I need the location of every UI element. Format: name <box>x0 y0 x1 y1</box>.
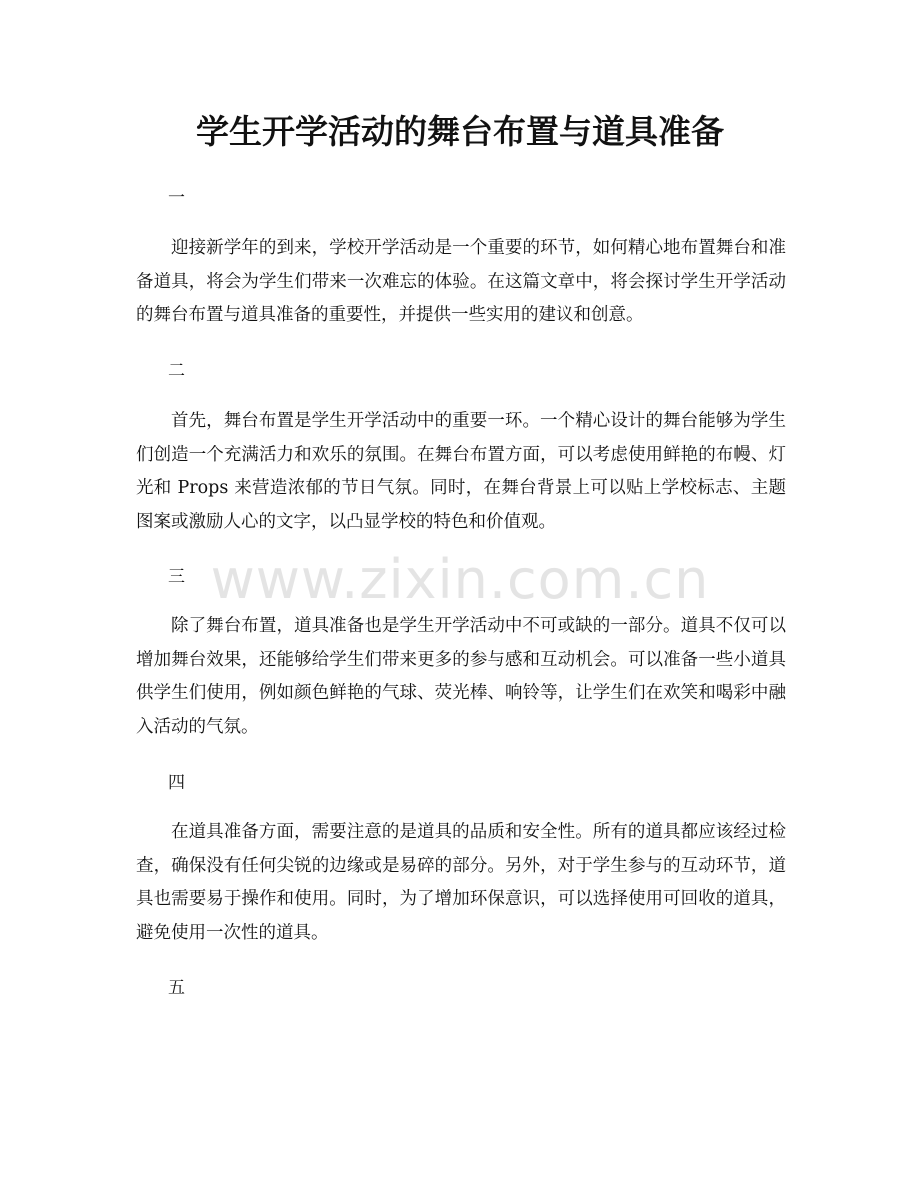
section-heading-5: 五 <box>168 978 185 998</box>
section-heading-4: 四 <box>168 773 185 793</box>
section-heading-2: 二 <box>168 361 185 381</box>
page-title: 学生开学活动的舞台布置与道具准备 <box>196 112 724 151</box>
watermark: www.zixin.com.cn <box>210 548 710 611</box>
section-paragraph-3: 除了舞台布置，道具准备也是学生开学活动中不可或缺的一部分。道具不仅可以增加舞台效果，还能够给学生们带来更多的参与感和互动机会。可以准备一些小道具供学生们使用，例如颜色鲜艳的气球、荧光棒、响铃等，让学生们在欢笑和喝彩中融入活动的气氛。 <box>136 616 786 737</box>
section-paragraph-2: 首先，舞台布置是学生开学活动中的重要一环。一个精心设计的舞台能够为学生们创造一个充满活力和欢乐的氛围。在舞台布置方面，可以考虑使用鲜艳的布幔、灯光和 Props 来营造浓郁的节日气氛。同时，在舞台背景上可以贴上学校标志、主题图案或激励人心的文字，以凸显学校的特色和价值观。 <box>136 411 786 532</box>
section-paragraph-1: 迎接新学年的到来，学校开学活动是一个重要的环节，如何精心地布置舞台和准备道具，将会为学生们带来一次难忘的体验。在这篇文章中，将会探讨学生开学活动的舞台布置与道具准备的重要性，并提供一些实用的建议和创意。 <box>136 238 786 325</box>
section-heading-1: 一 <box>168 188 185 208</box>
section-paragraph-4: 在道具准备方面，需要注意的是道具的品质和安全性。所有的道具都应该经过检查，确保没有任何尖锐的边缘或是易碎的部分。另外，对于学生参与的互动环节，道具也需要易于操作和使用。同时，为了增加环保意识，可以选择使用可回收的道具，避免使用一次性的道具。 <box>136 822 786 943</box>
section-heading-3: 三 <box>168 567 185 587</box>
